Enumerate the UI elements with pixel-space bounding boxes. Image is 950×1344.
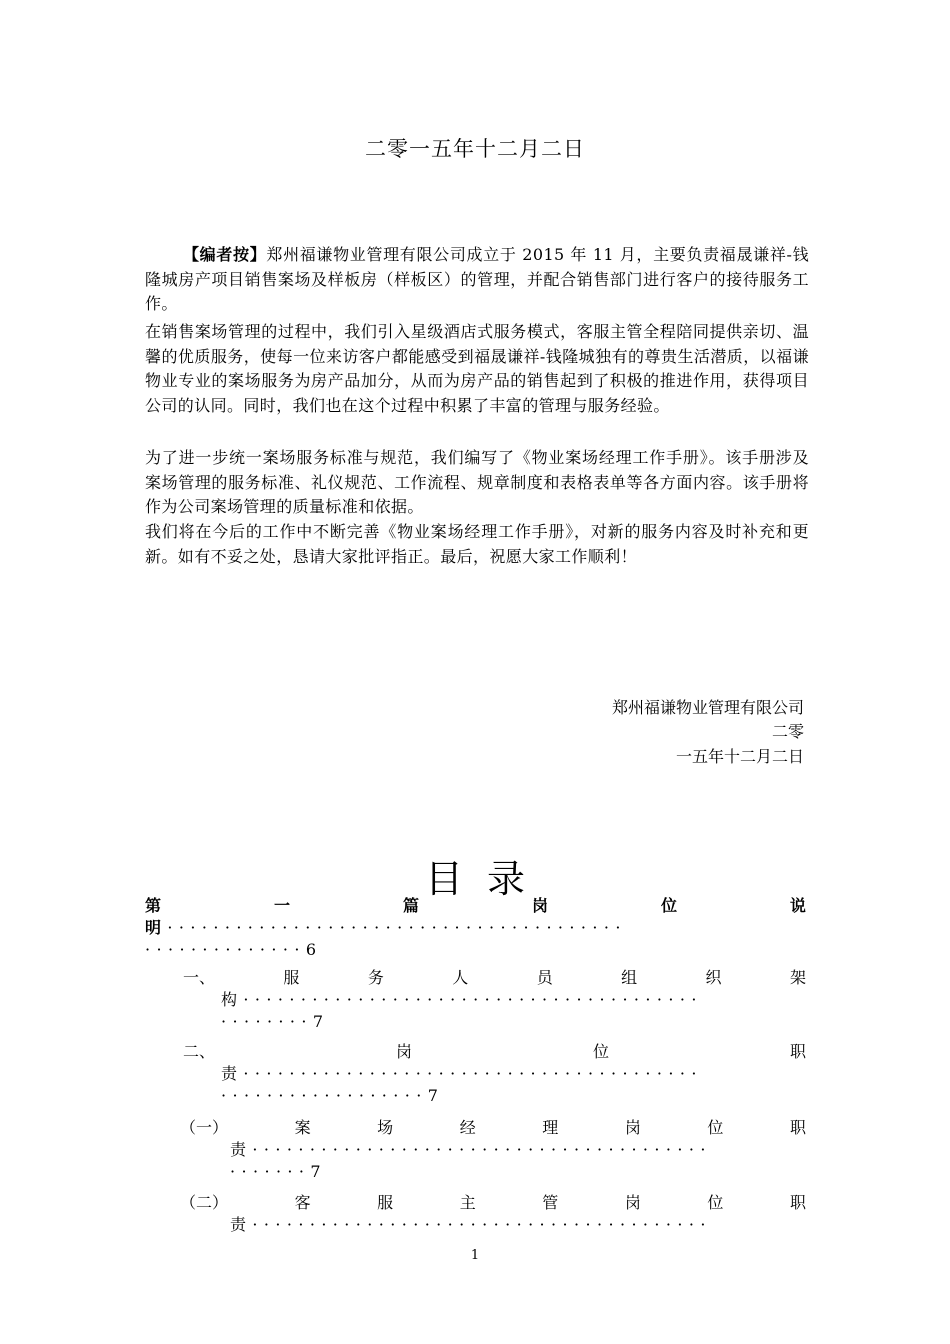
toc-leader-end: ········7 xyxy=(221,1012,330,1031)
toc-char: 职 xyxy=(789,1118,806,1137)
toc-char: 组 xyxy=(621,968,638,987)
toc-leader-line: 构········································ xyxy=(221,990,703,1009)
toc-char: 服 xyxy=(283,968,300,987)
toc-char: （一） xyxy=(180,1118,229,1137)
date-heading: 二零一五年十二月二日 xyxy=(365,137,585,161)
toc-char: 场 xyxy=(377,1118,394,1137)
toc-leader-end: ·······7 xyxy=(230,1162,327,1181)
preface-label: 【编者按】 xyxy=(183,245,267,264)
toc-char: 主 xyxy=(459,1193,476,1212)
toc-char: 人 xyxy=(452,968,469,987)
toc-entry-site-manager-duties[interactable] xyxy=(180,1117,806,1183)
toc-char: 说 xyxy=(789,896,806,915)
toc-char: 架 xyxy=(789,968,806,987)
toc-char: 职 xyxy=(789,1193,806,1212)
toc-entry-part-one[interactable] xyxy=(145,895,806,961)
toc-wrap-char: 责 xyxy=(230,1140,253,1159)
toc-wrap-char: 明 xyxy=(145,918,168,937)
toc-char: 篇 xyxy=(402,896,419,915)
toc-char: 一 xyxy=(273,896,290,915)
toc-page-number: 7 xyxy=(427,1086,445,1105)
toc-page-number: 7 xyxy=(310,1162,327,1181)
toc-entry-heading-row xyxy=(183,967,806,989)
toc-wrap-char: 责 xyxy=(221,1064,244,1083)
preface-paragraph-2: 在销售案场管理的过程中，我们引入星级酒店式服务模式，客服主管全程陪同提供亲切、温馨的优质服务，使每一位来访客户都能感受到福晟谦祥-钱隆城独有的尊贵生活潜质，以福谦物业专业的案场服务为房产品加分，从而为房产品的销售起到了积极的推进作用，获得项目公司的认同。同时，我们也在这个过程中积累了丰富的管理与服务经验。 xyxy=(145,322,809,415)
toc-leader-end: ··················7 xyxy=(221,1086,445,1105)
toc-entry-job-duties[interactable] xyxy=(183,1041,806,1107)
toc-char: 一、 xyxy=(183,968,216,987)
signature-date-line2: 一五年十二月二日 xyxy=(675,747,804,766)
toc-char: 客 xyxy=(294,1193,311,1212)
toc-entry-org-structure[interactable] xyxy=(183,967,806,1033)
toc-entry-cs-supervisor-duties[interactable] xyxy=(180,1192,806,1236)
toc-char: 位 xyxy=(707,1118,724,1137)
toc-char: 经 xyxy=(459,1118,476,1137)
toc-char: 理 xyxy=(542,1118,559,1137)
toc-title: 目录 xyxy=(424,857,549,901)
toc-page-number: 6 xyxy=(305,940,323,959)
toc-leader-end: ··············6 xyxy=(145,940,323,959)
toc-char: 管 xyxy=(542,1193,559,1212)
toc-char: 岗 xyxy=(531,896,548,915)
preface-paragraph-3: 为了进一步统一案场服务标准与规范，我们编写了《物业案场经理工作手册》。该手册涉及案场管理的服务标准、礼仪规范、工作流程、规章制度和表格表单等各方面内容。该手册将作为公司案场管理的质量标准和依据。 xyxy=(145,448,809,516)
toc-wrap-char: 责 xyxy=(230,1215,253,1234)
toc-char: 岗 xyxy=(624,1193,641,1212)
toc-wrap-char: 构 xyxy=(221,990,244,1009)
toc-leader-line: 责········································ xyxy=(230,1215,712,1234)
toc-leader-line: 明········································ xyxy=(145,918,627,937)
toc-char: 织 xyxy=(705,968,722,987)
toc-char: 服 xyxy=(377,1193,394,1212)
toc-entry-heading-row xyxy=(180,1192,806,1214)
preface-paragraph-1 xyxy=(145,243,809,317)
toc-char: 位 xyxy=(707,1193,724,1212)
toc-char: 岗 xyxy=(395,1042,412,1061)
toc-char: 务 xyxy=(367,968,384,987)
toc-leader-line: 责········································ xyxy=(221,1064,703,1083)
toc-char: 二、 xyxy=(183,1042,216,1061)
toc-char: 岗 xyxy=(624,1118,641,1137)
toc-entry-heading-row xyxy=(183,1041,806,1063)
toc-char: 位 xyxy=(660,896,677,915)
toc-entry-heading-row xyxy=(180,1117,806,1139)
toc-char: 案 xyxy=(294,1118,311,1137)
toc-page-number: 7 xyxy=(312,1012,330,1031)
toc-char: 位 xyxy=(592,1042,609,1061)
signature-company: 郑州福谦物业管理有限公司 xyxy=(611,698,804,717)
toc-entry-heading-row xyxy=(145,895,806,917)
toc-char: 员 xyxy=(536,968,553,987)
preface-paragraph-4: 我们将在今后的工作中不断完善《物业案场经理工作手册》，对新的服务内容及时补充和更新。如有不妥之处，恳请大家批评指正。最后，祝愿大家工作顺利！ xyxy=(145,522,809,566)
toc-char: 第 xyxy=(145,896,162,915)
toc-char: 职 xyxy=(789,1042,806,1061)
toc-leader-line: 责········································ xyxy=(230,1140,712,1159)
page-number: 1 xyxy=(470,1248,480,1263)
toc-char: （二） xyxy=(180,1193,229,1212)
preface-text-1: 郑州福谦物业管理有限公司成立于 2015 年 11 月，主要负责福晟谦祥-钱隆城房产项目销售案场及样板房（样板区）的管理，并配合销售部门进行客户的接待服务工作。 xyxy=(145,245,809,313)
signature-date-line1: 二零 xyxy=(771,722,804,741)
